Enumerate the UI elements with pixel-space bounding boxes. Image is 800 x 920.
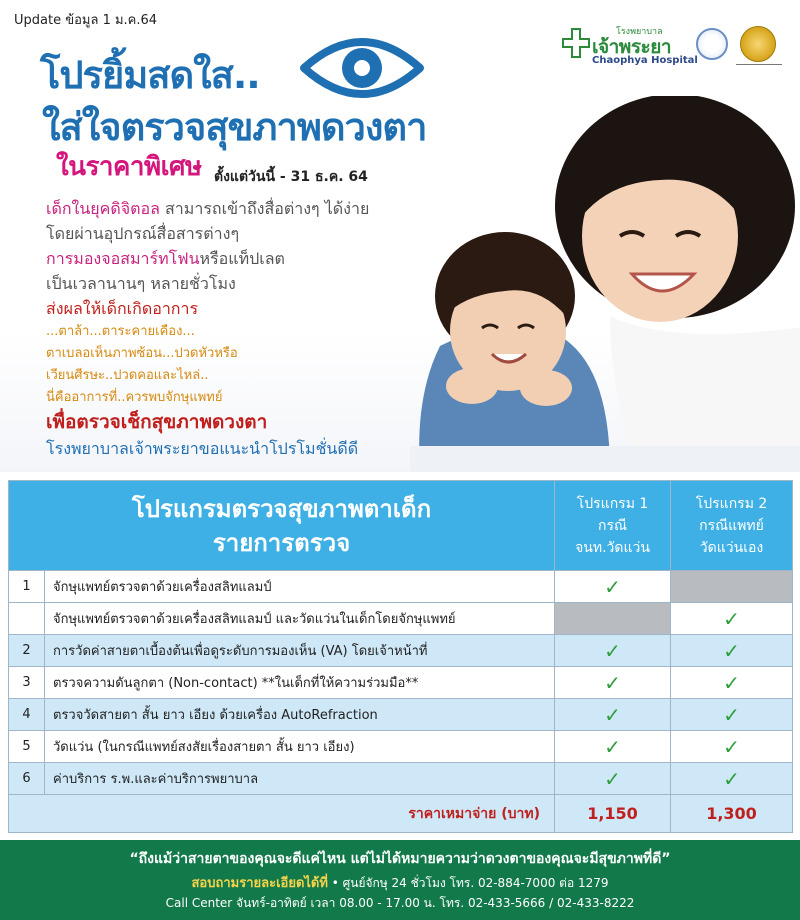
row-item: จักษุแพทย์ตรวจตาด้วยเครื่องสลิทแลมป์ (45, 571, 555, 603)
exam-program-table (8, 480, 792, 833)
hospital-logo (562, 22, 792, 70)
check-icon: ✓ (671, 763, 793, 795)
story-line: เวียนศีรษะ..ปวดคอและไหล่.. (46, 368, 209, 383)
table-row (9, 635, 793, 667)
price-program-1: 1,150 (555, 795, 671, 833)
story-line: ตาเบลอเห็นภาพซ้อน...ปวดหัวหรือ (46, 346, 238, 361)
logo-small-text: โรงพยาบาล (616, 27, 663, 37)
check-icon: ✓ (555, 763, 671, 795)
check-icon: ✓ (555, 571, 671, 603)
story-highlight: การมองจอสมาร์ทโฟน (46, 249, 200, 268)
story-text-part: หรือแท็ปเลต (199, 249, 285, 268)
gold-seal-icon (740, 26, 776, 62)
not-included-cell (671, 571, 793, 603)
check-icon: ✓ (671, 603, 793, 635)
table-header-row (9, 481, 793, 571)
check-icon: ✓ (555, 699, 671, 731)
table-row (9, 763, 793, 795)
footer-ask-text: สอบถามรายละเอียดได้ที่ (191, 876, 328, 891)
eye-icon (300, 30, 424, 106)
row-number: 6 (9, 763, 45, 795)
program-2-line: กรณีแพทย์ (699, 517, 764, 534)
accreditation-badge-icon (696, 28, 728, 60)
price-program-2: 1,300 (671, 795, 793, 833)
program-1-line: กรณี (598, 517, 627, 534)
footer-call-center: Call Center จันทร์-อาทิตย์ เวลา 08.00 - 17.00 น. โทร. 02-433-5666 / 02-433-8222 (165, 896, 635, 910)
story-line (46, 196, 406, 221)
table-subtitle: รายการตรวจ (212, 528, 351, 557)
row-item: วัดแว่น (ในกรณีแพทย์สงสัยเรื่องสายตา สั้น ยาว เอียง) (45, 731, 555, 763)
table-row (9, 571, 793, 603)
check-icon: ✓ (671, 699, 793, 731)
check-icon: ✓ (555, 667, 671, 699)
footer-contact-line (0, 872, 800, 893)
table-title-cell (9, 481, 555, 571)
story-text (46, 196, 406, 461)
story-line: เพื่อตรวจเช็กสุขภาพดวงตา (46, 411, 268, 433)
row-number: 5 (9, 731, 45, 763)
row-number: 3 (9, 667, 45, 699)
row-number: 1 (9, 571, 45, 603)
not-included-cell (555, 603, 671, 635)
story-text-part: สามารถเข้าถึงสื่อต่างๆ ได้ง่าย (159, 199, 370, 218)
row-number: 4 (9, 699, 45, 731)
row-item: ค่าบริการ ร.พ.และค่าบริการพยาบาล (45, 763, 555, 795)
program-2-line: โปรแกรม 2 (695, 495, 768, 512)
story-line: นี่คืออาการที่..ควรพบจักษุแพทย์ (46, 390, 223, 405)
program-1-line: จนท.วัดแว่น (575, 539, 650, 556)
table-row (9, 667, 793, 699)
check-icon: ✓ (671, 731, 793, 763)
story-line: โดยผ่านอุปกรณ์สื่อสารต่างๆ (46, 224, 240, 243)
logo-name-th: เจ้าพระยา (592, 36, 672, 58)
program-table (8, 480, 793, 833)
seal-caption-line (736, 64, 782, 68)
story-line: ส่งผลให้เด็กเกิดอาการ (46, 299, 199, 318)
table-body (9, 571, 793, 795)
program-2-header (671, 481, 793, 571)
row-item: จักษุแพทย์ตรวจตาด้วยเครื่องสลิทแลมป์ และวัดแว่นในเด็กโดยจักษุแพทย์ (45, 603, 555, 635)
row-number (9, 603, 45, 635)
story-line: ...ตาล้า...ตาระคายเคือง... (46, 324, 195, 339)
story-line: เป็นเวลานานๆ หลายชั่วโมง (46, 274, 236, 293)
footer-bar (0, 840, 800, 920)
price-label: ราคาเหมาจ่าย (บาท) (9, 795, 555, 833)
program-1-line: โปรแกรม 1 (576, 495, 649, 512)
row-item: ตรวจความดันลูกตา (Non-contact) **ในเด็กที่ให้ความร่วมมือ** (45, 667, 555, 699)
promo-date-range: ตั้งแต่วันนี้ - 31 ธ.ค. 64 (214, 169, 368, 185)
special-price-text: ในราคาพิเศษ (56, 152, 202, 182)
table-row (9, 731, 793, 763)
story-line: โรงพยาบาลเจ้าพระยาขอแนะนำโปรโมชั่นดีดี (46, 439, 359, 458)
headline-line-1: โปรยิ้มสดใส.. (40, 53, 260, 97)
program-2-line: วัดแว่นเอง (699, 539, 764, 556)
check-icon: ✓ (555, 635, 671, 667)
table-row (9, 603, 793, 635)
update-note: Update ข้อมูล 1 ม.ค.64 (14, 13, 158, 28)
program-1-header (555, 481, 671, 571)
row-item: การวัดค่าสายตาเบื้องต้นเพื่อดูระดับการมองเห็น (VA) โดยเจ้าหน้าที่ (45, 635, 555, 667)
check-icon: ✓ (555, 731, 671, 763)
check-icon: ✓ (671, 667, 793, 699)
row-item: ตรวจวัดสายตา สั้น ยาว เอียง ด้วยเครื่อง AutoRefraction (45, 699, 555, 731)
headline-line-2: ใส่ใจตรวจสุขภาพดวงตา (42, 105, 427, 149)
children-photo (410, 96, 800, 472)
logo-name-en: Chaophya Hospital (592, 55, 698, 66)
story-line (46, 246, 406, 271)
footer-quote: “ถึงแม้ว่าสายตาของคุณจะดีแค่ไหน แต่ไม่ได้หมายความว่าดวงตาของคุณจะมีสุขภาพที่ดี” (129, 851, 671, 867)
price-row (9, 795, 793, 833)
row-number: 2 (9, 635, 45, 667)
table-row (9, 699, 793, 731)
story-highlight: เด็กในยุคดิจิตอล (46, 199, 160, 218)
check-icon: ✓ (671, 635, 793, 667)
table-title: โปรแกรมตรวจสุขภาพตาเด็ก (131, 494, 432, 523)
hospital-cross-icon (562, 28, 590, 58)
footer-eye-center: • ศูนย์จักษุ 24 ชั่วโมง โทร. 02-884-7000 ต่อ 1279 (327, 876, 609, 890)
